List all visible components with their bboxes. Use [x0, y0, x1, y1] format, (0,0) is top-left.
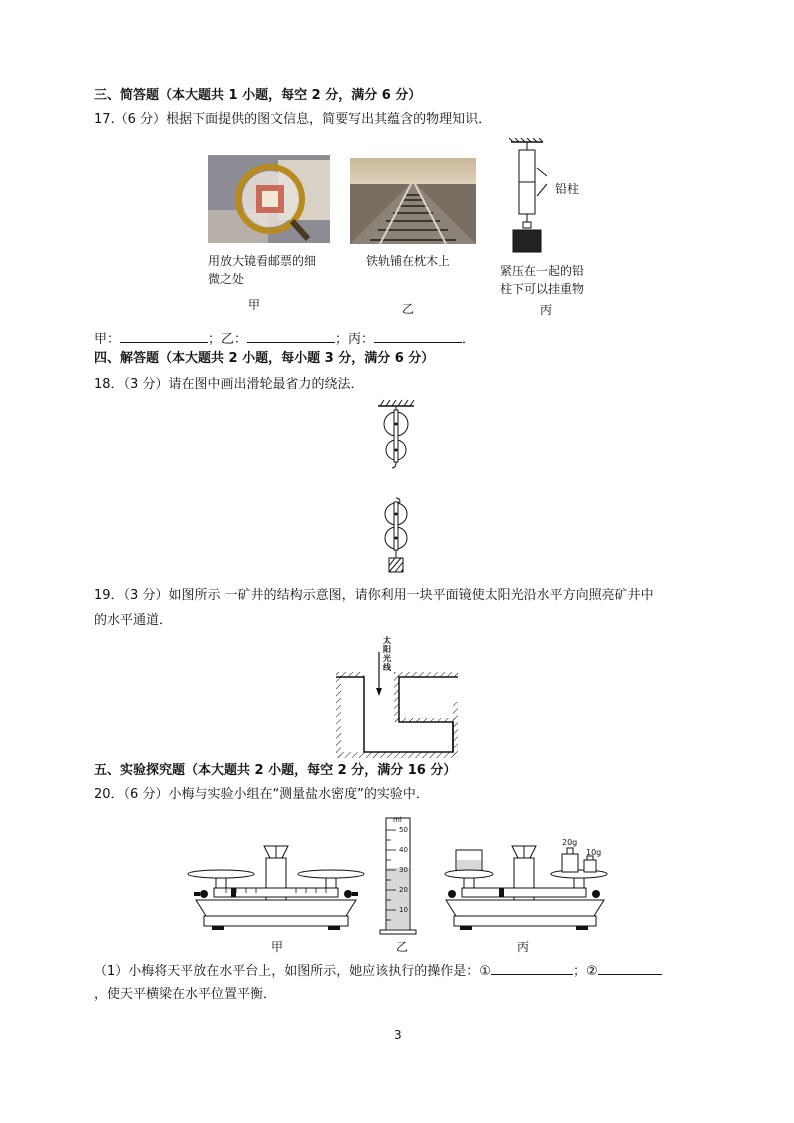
- mine-shaft-diagram: [334, 634, 464, 759]
- balance-bing: [444, 838, 609, 938]
- answer-line-17: [94, 328, 475, 349]
- caption-yi: 铁轨铺在枕木上: [366, 254, 451, 268]
- question-17: 17.（6 分）根据下面提供的图文信息，简要写出其蕴含的物理知识．: [94, 112, 492, 127]
- weight-20g: 20g: [562, 838, 578, 847]
- caption-bing-line1: 紧压在一起的铅: [500, 264, 585, 278]
- magnifier-photo: [208, 155, 330, 243]
- sunlight-label: 太阳光线: [383, 636, 391, 672]
- cylinder-40: 40: [399, 846, 408, 854]
- question-20-1: [94, 960, 662, 981]
- caption-bing-line2: 柱下可以挂重物: [500, 282, 585, 296]
- pulley-diagram: [366, 398, 426, 578]
- question-20-1-line2: ，使天平横梁在水平位置平衡．: [94, 987, 277, 1002]
- answer-jia-blank[interactable]: [120, 328, 208, 343]
- railway-photo: [350, 158, 476, 244]
- label-qianzhu: 铅柱: [555, 182, 580, 196]
- figure-label-balance-jia: 甲: [271, 940, 284, 954]
- cylinder-50: 50: [399, 826, 408, 834]
- answer-bing-blank[interactable]: [374, 328, 462, 343]
- lead-cylinder-diagram: [503, 138, 583, 258]
- figure-label-yi: 乙: [402, 302, 415, 316]
- section-4-title: 四、解答题（本大题共 2 小题，每小题 3 分，满分 6 分）: [94, 351, 435, 366]
- answer-yi-label: ；乙：: [208, 332, 248, 347]
- figure-label-balance-bing: 丙: [517, 940, 530, 954]
- question-19-line2: 的水平通道．: [94, 613, 173, 628]
- answer-yi-blank[interactable]: [247, 328, 335, 343]
- answer-jia-label: 甲：: [94, 332, 121, 347]
- question-18: 18．（3 分）请在图中画出滑轮最省力的绕法．: [94, 377, 364, 392]
- figure-label-jia: 甲: [248, 298, 261, 312]
- page-number: 3: [394, 1028, 402, 1042]
- answer-bing-label: ；丙：: [335, 332, 375, 347]
- measuring-cylinder: [376, 816, 418, 936]
- question-20-1-text-a: （1）小梅将天平放在水平台上，如图所示，她应该执行的操作是：①: [94, 964, 491, 979]
- figure-label-cylinder-yi: 乙: [396, 940, 409, 954]
- cylinder-30: 30: [399, 866, 408, 874]
- figure-label-bing: 丙: [540, 303, 553, 317]
- cylinder-ml-label: ml: [393, 816, 402, 824]
- caption-jia-line1: 用放大镜看邮票的细: [208, 254, 317, 268]
- weight-10g: 10g: [586, 848, 602, 857]
- cylinder-10: 10: [399, 906, 408, 914]
- balance-jia: [186, 838, 366, 938]
- section-5-title: 五、实验探究题（本大题共 2 小题，每空 2 分，满分 16 分）: [94, 763, 457, 778]
- question-20-1-text-b: ；②: [572, 964, 598, 979]
- answer-20-1-blank1[interactable]: [491, 960, 573, 975]
- question-19-line1: 19．（3 分）如图所示 一矿井的结构示意图，请你利用一块平面镜使太阳光沿水平方向照亮矿井中: [94, 588, 654, 603]
- answer-20-1-blank2[interactable]: [598, 960, 662, 975]
- cylinder-20: 20: [399, 886, 408, 894]
- answer-end: ．: [462, 332, 476, 347]
- caption-jia-line2: 微之处: [208, 272, 245, 286]
- question-20: 20．（6 分）小梅与实验小组在“测量盐水密度”的实验中．: [94, 787, 429, 802]
- section-3-title: 三、简答题（本大题共 1 小题，每空 2 分，满分 6 分）: [94, 88, 422, 103]
